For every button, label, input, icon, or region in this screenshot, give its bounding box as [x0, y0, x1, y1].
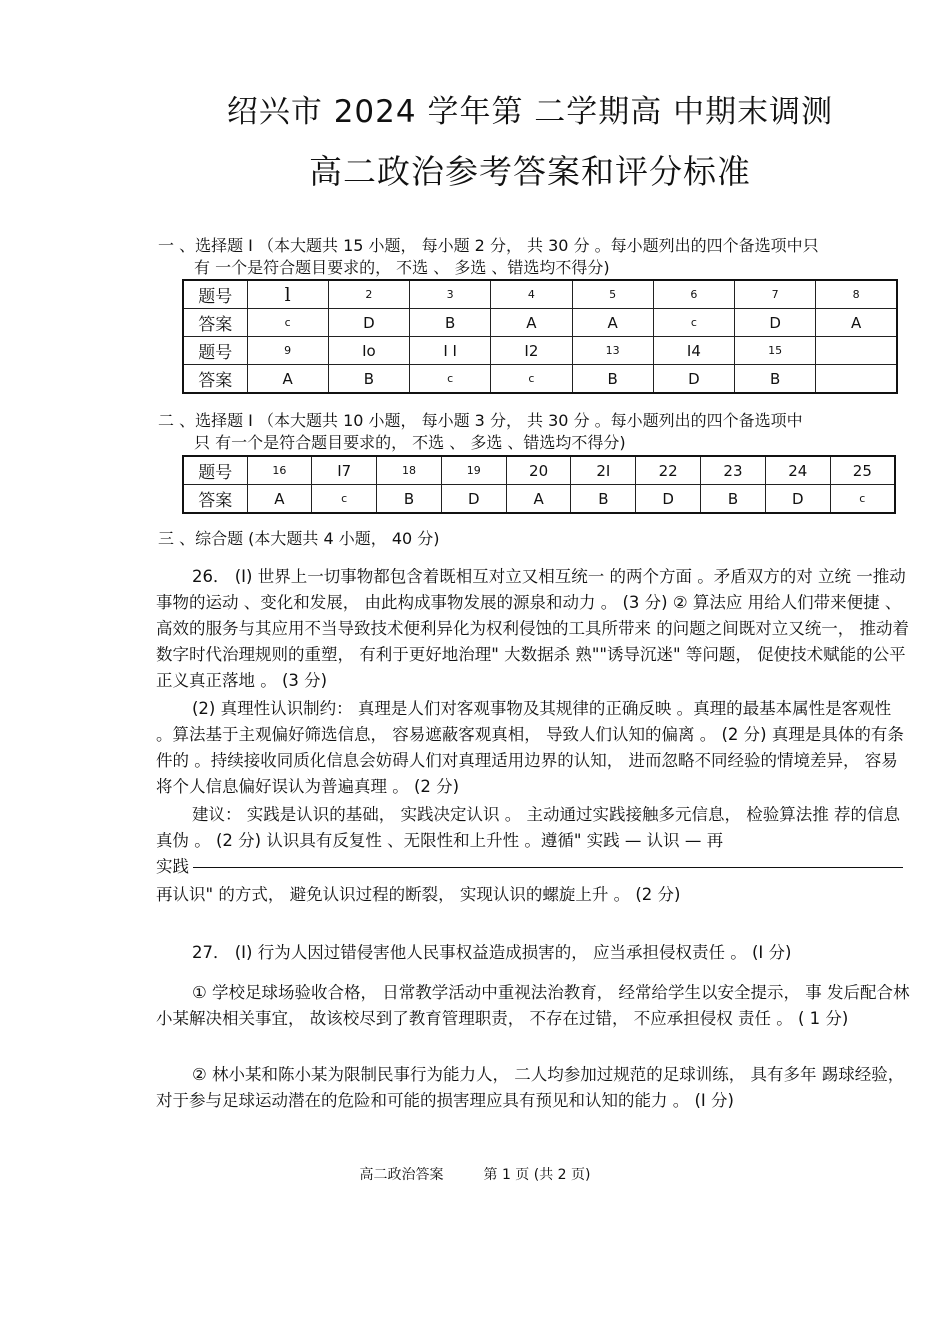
answer-table-1	[182, 279, 898, 394]
row-label: 题号	[183, 456, 247, 485]
row-label: 题号	[183, 280, 247, 309]
q26-part1: 26． (I) 世界上一切事物都包含着既相互对立又相互统一 的两个方面 。矛盾双方的对 立统 一推动事物的运动 、变化和发展， 由此构成事物发展的源泉和动力 。 (3 分) ② 算法应 用给人们带来便捷 、高效的服务与其应用不当导致技术便利异化为权利侵蚀的工具所带来 的问题之间既对立又统一， 推动着数字时代治理规则的重塑， 有利于更好地治理" 大数据杀 熟""诱导沉迷" 等问题， 促使技术赋能的公平正义真正落地 。 (3 分)	[156, 567, 909, 690]
answer-cell: D	[765, 485, 830, 514]
answer-cell: D	[735, 309, 816, 337]
question-number: I2	[491, 337, 572, 365]
section2-heading-line2: 只 有一个是符合题目要求的， 不选 、 多选 、错选均不得分)	[194, 433, 626, 452]
table-row	[183, 485, 895, 514]
divider	[193, 867, 903, 868]
question-number: l	[247, 280, 328, 309]
question-number: 23	[701, 456, 766, 485]
section1-heading-line2: 有 一个是符合题目要求的， 不选 、 多选 、错选均不得分)	[194, 258, 610, 277]
q27-point2: ② 林小某和陈小某为限制民事行为能力人， 二人均参加过规范的足球训练， 具有多年 踢球经验，对于参与足球运动潜在的危险和可能的损害理应具有预见和认知的能力 。 (I 分)	[156, 1065, 905, 1110]
answer-table-2	[182, 455, 896, 514]
question-number: 18	[377, 456, 442, 485]
row-label: 答案	[183, 485, 247, 514]
answer-cell: D	[441, 485, 506, 514]
q27-part1: 27． (I) 行为人因过错侵害他人民事权益造成损害的， 应当承担侵权责任 。 (I 分)	[192, 943, 792, 962]
question-number: I7	[312, 456, 377, 485]
answer-cell: c	[410, 365, 491, 394]
question-number: 20	[506, 456, 571, 485]
q27-point1: ① 学校足球场验收合格， 日常教学活动中重视法治教育， 经常给学生以安全提示， 事 发后配合林小某解决相关事宜， 故该校尽到了教育管理职责， 不存在过错， 不应承担侵权 责任 。 ( 1 分)	[156, 983, 910, 1028]
question-number: 22	[636, 456, 701, 485]
q26-advice-end: 再认识" 的方式， 避免认识过程的断裂， 实现认识的螺旋上升 。 (2 分)	[156, 885, 681, 904]
question-number: 25	[830, 456, 895, 485]
page-footer	[0, 1164, 950, 1184]
answer-cell: B	[410, 309, 491, 337]
answer-cell: A	[491, 309, 572, 337]
question-number: 4	[491, 280, 572, 309]
question-number: I I	[410, 337, 491, 365]
answer-cell: A	[247, 365, 328, 394]
question-number: 15	[735, 337, 816, 365]
question-number: 6	[653, 280, 734, 309]
q26-advice	[156, 802, 910, 880]
answer-cell: B	[377, 485, 442, 514]
answer-cell: B	[571, 485, 636, 514]
answer-cell: D	[328, 309, 409, 337]
row-label: 答案	[183, 309, 247, 337]
question-number: 3	[410, 280, 491, 309]
question-number: 2I	[571, 456, 636, 485]
answer-cell: A	[506, 485, 571, 514]
question-number: 9	[247, 337, 328, 365]
question-number: Io	[328, 337, 409, 365]
answer-cell: c	[312, 485, 377, 514]
question-number: 8	[816, 280, 897, 309]
section2-heading	[158, 410, 908, 454]
row-label: 答案	[183, 365, 247, 394]
section2-heading-line1: 二 、选择题 I （本大题共 10 小题， 每小题 3 分， 共 30 分 。每小题列出的四个备选项中	[158, 411, 803, 430]
question-number	[816, 337, 897, 365]
question-number: 24	[765, 456, 830, 485]
answer-cell: c	[830, 485, 895, 514]
question-number: 16	[247, 456, 312, 485]
table-row	[183, 365, 897, 394]
table-row	[183, 456, 895, 485]
answer-cell: B	[328, 365, 409, 394]
section1-heading-line1: 一 、选择题 I （本大题共 15 小题， 每小题 2 分， 共 30 分 。每小题列出的四个备选项中只	[158, 236, 819, 255]
question-number: 2	[328, 280, 409, 309]
table-row	[183, 309, 897, 337]
answer-cell: c	[491, 365, 572, 394]
document-title: 绍兴市 2024 学年第 二学期高 中期末调测	[226, 94, 834, 130]
table-row	[183, 337, 897, 365]
section1-heading	[158, 235, 908, 279]
answer-cell: A	[572, 309, 653, 337]
q26-advice-text: 建议： 实践是认识的基础， 实践决定认识 。 主动通过实践接触多元信息， 检验算法推 荐的信息真伪 。 (2 分) 认识具有反复性 、无限性和上升性 。遵循" 实践 — 认识 — 再	[156, 805, 900, 850]
answer-cell: A	[816, 309, 897, 337]
answer-cell: B	[735, 365, 816, 394]
answer-cell: c	[247, 309, 328, 337]
footer-page-number: 第 1 页 (共 2 页)	[483, 1167, 591, 1183]
question-number: I4	[653, 337, 734, 365]
question-number: 13	[572, 337, 653, 365]
question-number: 5	[572, 280, 653, 309]
document-subtitle: 高二政治参考答案和评分标准	[309, 152, 751, 191]
answer-cell	[816, 365, 897, 394]
question-number: 19	[441, 456, 506, 485]
q26-part2: (2) 真理性认识制约： 真理是人们对客观事物及其规律的正确反映 。真理的最基本属性是客观性 。算法基于主观偏好筛选信息， 容易遮蔽客观真相， 导致人们认知的偏离 。 (2 分) 真理是具体的有条件的 。持续接收同质化信息会妨碍人们对真理适用边界的认知， 进而忽略不同经验的情境差异， 容易将个人信息偏好误认为普遍真理 。 (2 分)	[156, 699, 904, 796]
row-label: 题号	[183, 337, 247, 365]
answer-cell: B	[572, 365, 653, 394]
answer-cell: c	[653, 309, 734, 337]
answer-cell: D	[653, 365, 734, 394]
answer-cell: B	[701, 485, 766, 514]
answer-cell: A	[247, 485, 312, 514]
answer-cell: D	[636, 485, 701, 514]
section3-heading: 三 、综合题 (本大题共 4 小题， 40 分)	[158, 529, 440, 548]
q26-advice-tail-word: 实践	[156, 857, 189, 876]
question-number: 7	[735, 280, 816, 309]
table-row	[183, 280, 897, 309]
footer-doc-name: 高二政治答案	[359, 1167, 444, 1183]
q26-advice-tail	[156, 854, 910, 880]
